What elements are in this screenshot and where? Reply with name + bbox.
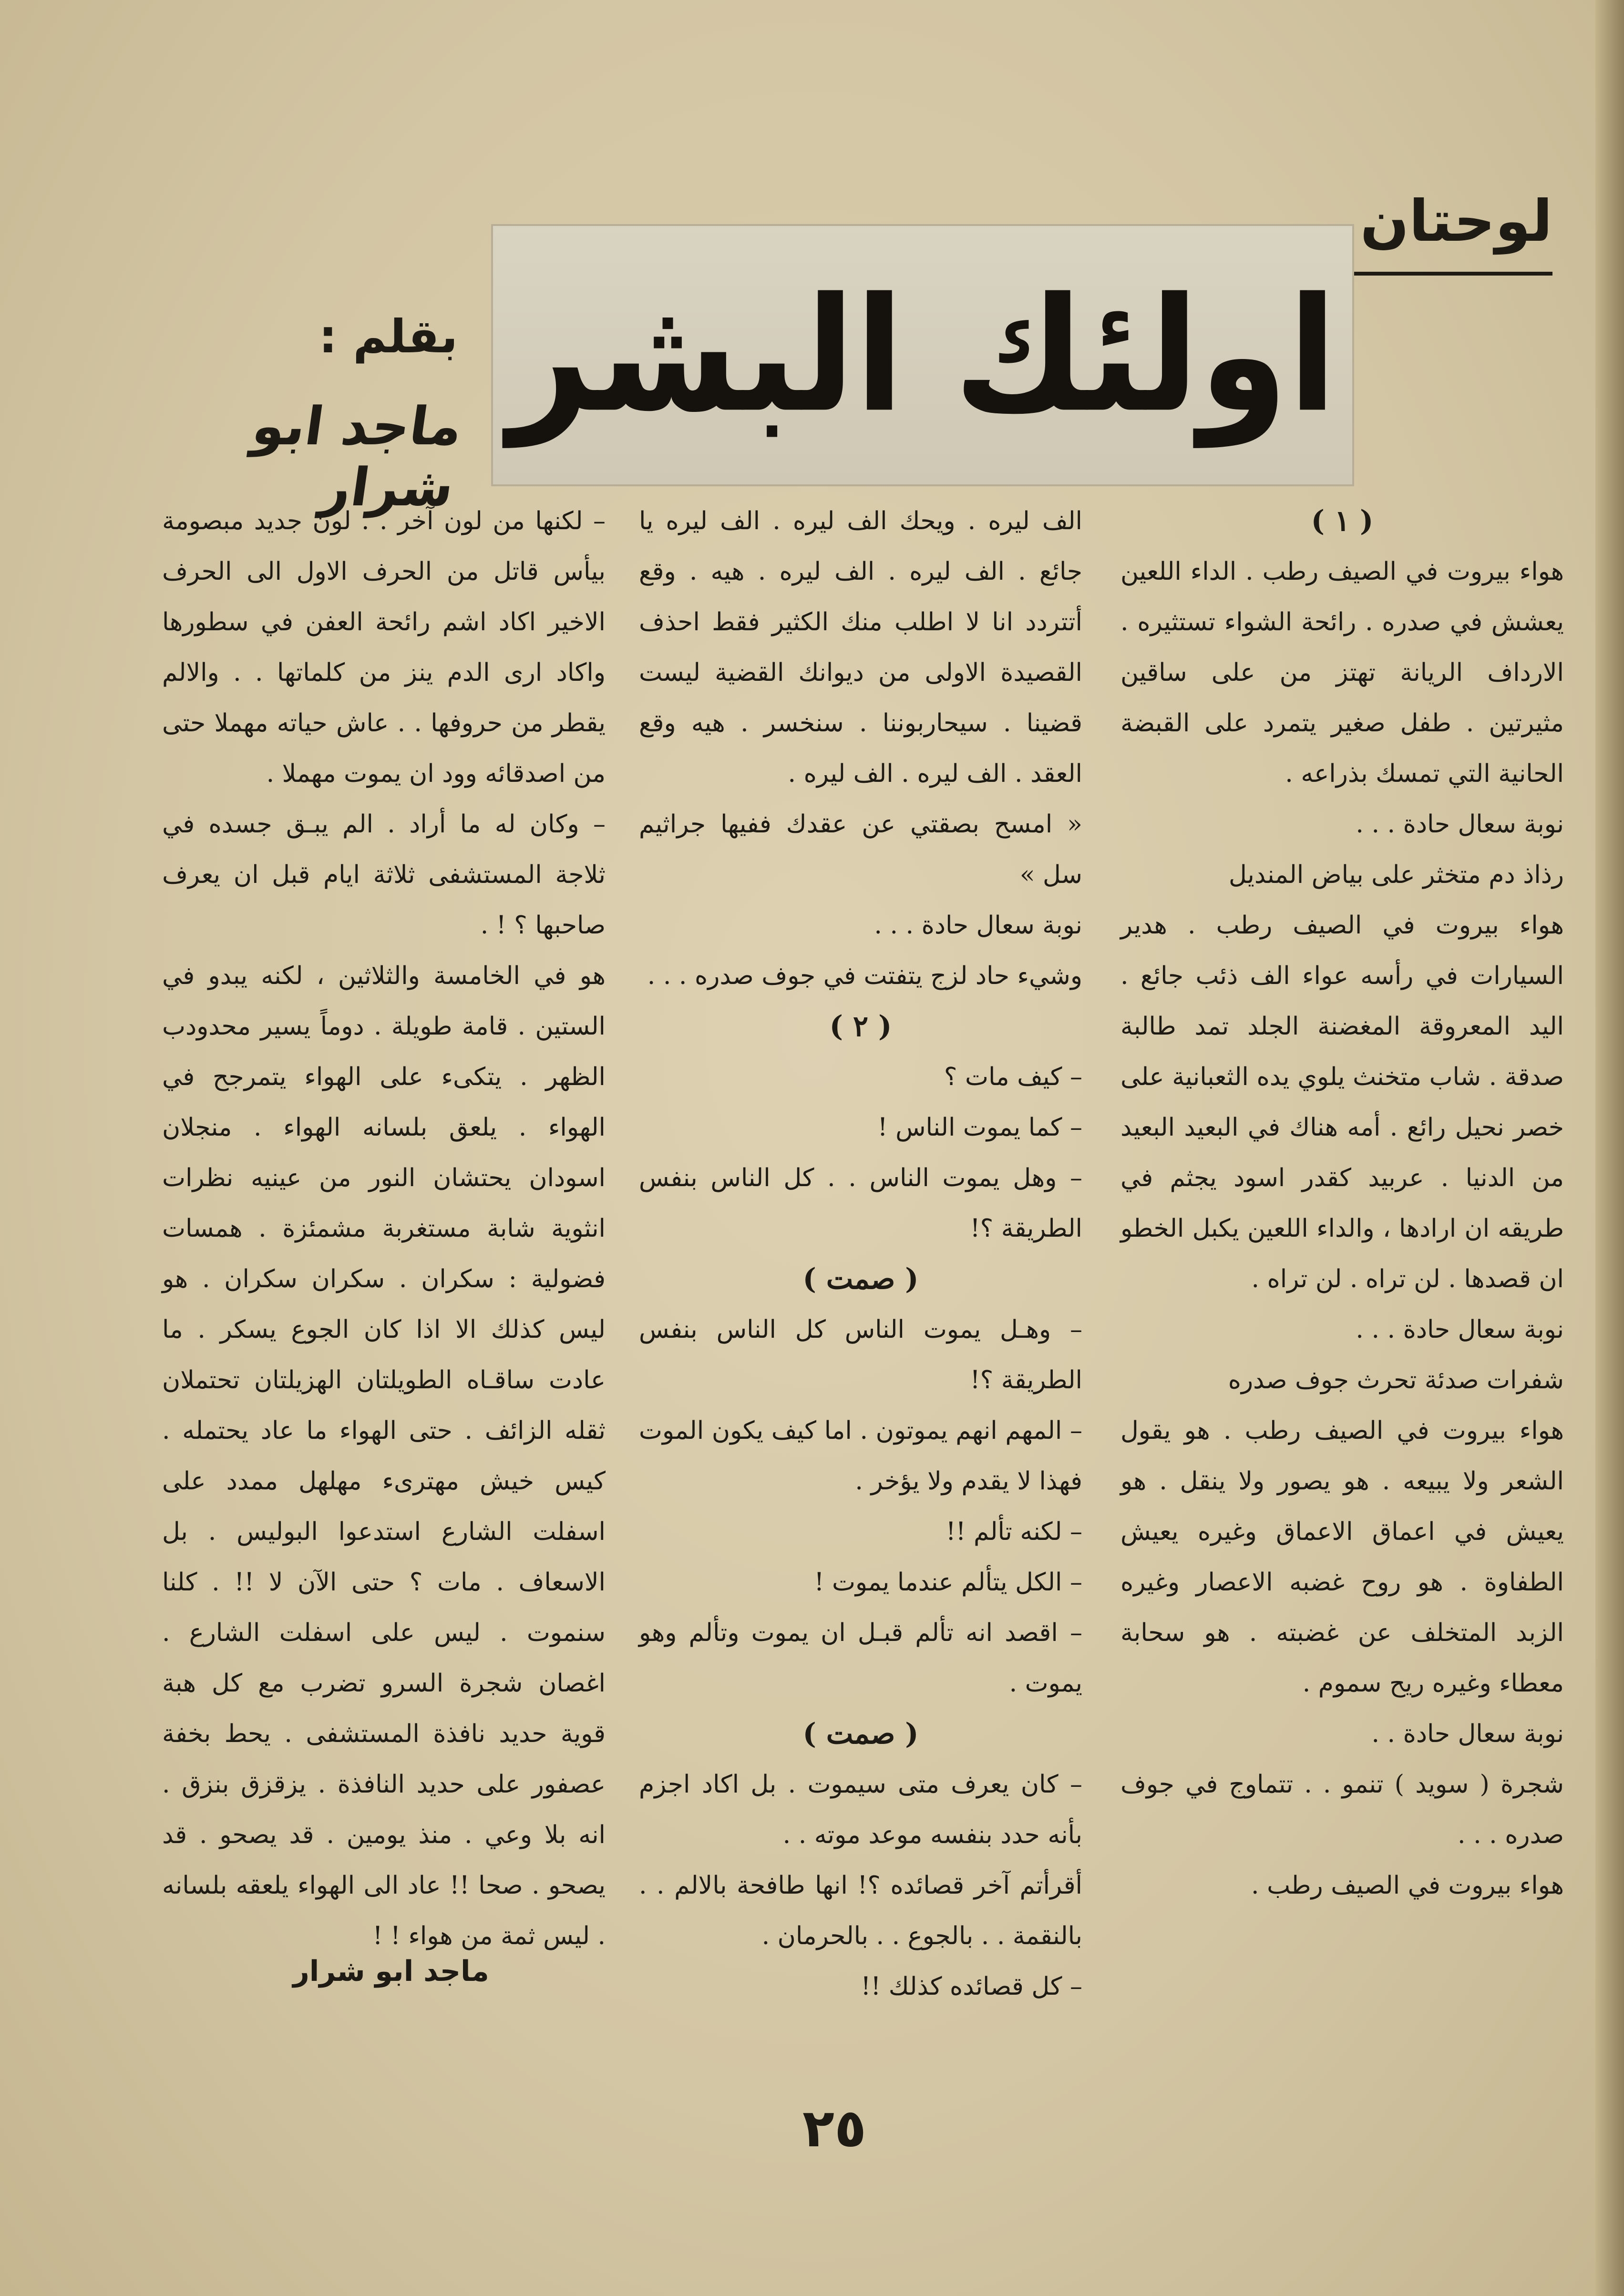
- paragraph: هو في الخامسة والثلاثين ، لكنه يبدو في الستين . قامة طويلة . دوماً يسير محدودب الظهر . يتكىء على الهواء يتمرجح في الهواء . يلعق بلسانه الهواء . منجلان اسودان يحتشان النور من عينيه نظرات انثوية شابة مستغربة مشمئزة . همسات فضولية : سكران . سكران سكران . هو ليس كذلك الا اذا كان الجوع يسكر . ما عادت ساقـاه الطويلتان الهزيلتان تحتملان ثقله الزائف . حتى الهواء ما عاد يحتمله . كيس خيش مهترىء مهلهل ممدد على اسفلت الشارع استدعوا البوليس . بل الاسعاف . مات ؟ حتى الآن لا !! . كلنا سنموت . ليس على اسفلت الشارع . اغصان شجرة السرو تضرب مع كل هبة قوية حديد نافذة المستشفى . يحط بخفة عصفور على حديد النافذة . يزقزق بنزق . انه بلا وعي . منذ يومين . قد يصحو . قد يصحو . صحا !! عاد الى الهواء يلعقه بلسانه . ليس ثمة من هواء ! !: [162, 962, 606, 1950]
- section-number: ( ٢ ): [829, 1010, 892, 1043]
- dialogue-line: أقرأتم آخر قصائده ؟! انها طافحة بالالم . . بالنقمة . . بالجوع . . بالحرمان .: [639, 1871, 1082, 1950]
- dialogue-line: – لكنها من لون آخر . . لون جديد مبصومة بيأس قاتل من الحرف الاول الى الحرف الاخير اكاد اشم رائحة العفن في سطورها واكاد ارى الدم ينز من كلماتها . . والالم يقطر من حروفها . . عاش حياته مهملا حتى من اصدقائه وود ان يموت مهملا .: [162, 507, 606, 788]
- paragraph: « امسح بصقتي عن عقدك ففيها جراثيم سل »: [639, 810, 1082, 889]
- stage-direction: ( صمت ): [802, 1717, 919, 1751]
- dialogue-line: – كان يعرف متى سيموت . بل اكاد اجزم بأنه حدد بنفسه موعد موته . .: [639, 1770, 1082, 1849]
- paragraph: وشيء حاد لزج يتفتت في جوف صدره . . .: [647, 962, 1082, 990]
- dialogue-line: – المهم انهم يموتون . اما كيف يكون الموت فهذا لا يقدم ولا يؤخر .: [639, 1416, 1082, 1496]
- paragraph: الف ليره . ويحك الف ليره . الف ليره يا جائع . الف ليره . الف ليره . هيه . وقع أتتردد انا لا اطلب منك الكثير فقط احذف القصيدة الاولى من ديوانك القضية ليست قضينا . سيحاربوننا . سنخسر . هيه وقع العقد . الف ليره . الف ليره .: [639, 507, 1082, 788]
- stage-direction: ( صمت ): [802, 1262, 919, 1296]
- paragraph: شفرات صدئة تحرث جوف صدره: [1228, 1366, 1564, 1394]
- paragraph: رذاذ دم متخثر على بياض المنديل: [1228, 861, 1564, 889]
- column-middle: [639, 496, 1082, 2012]
- dialogue-line: – لكنه تألم !!: [946, 1517, 1082, 1546]
- dialogue-line: – وهـل يموت الناس كل الناس بنفس الطريقة ؟!: [639, 1315, 1082, 1394]
- section-label: لوحتان: [1360, 188, 1552, 255]
- dialogue-line: – الكل يتألم عندما يموت !: [814, 1568, 1082, 1597]
- paragraph: هواء بيروت في الصيف رطب .: [1251, 1871, 1564, 1900]
- page-number: ٢٥: [802, 2098, 867, 2159]
- column-left: [162, 496, 606, 1961]
- dialogue-line: – وهل يموت الناس . . كل الناس بنفس الطريقة ؟!: [639, 1164, 1082, 1243]
- article-title: اولئك البشر: [508, 264, 1337, 447]
- dialogue-line: – وكان له ما أراد . الم يبـق جسده في ثلاجة المستشفى ثلاثة ايام قبل ان يعرف صاحبها ؟ ! .: [162, 810, 606, 940]
- paragraph: شجرة ( سويد ) تنمو . . تتماوج في جوف صدره . . .: [1120, 1770, 1564, 1849]
- dialogue-line: – اقصد انه تألم قبـل ان يموت وتألم وهو يموت .: [639, 1619, 1082, 1698]
- paragraph: نوبة سعال حادة . .: [1371, 1720, 1564, 1748]
- author-signature: ماجد ابو شرار: [293, 1955, 489, 1988]
- byline-label: بقلم :: [319, 310, 458, 363]
- column-right: [1120, 496, 1564, 1911]
- paragraph: نوبة سعال حادة . . .: [1356, 810, 1564, 839]
- byline-author: ماجد ابو شرار: [248, 396, 466, 518]
- section-number: ( ١ ): [1311, 504, 1374, 538]
- dialogue-line: – كما يموت الناس !: [877, 1113, 1082, 1142]
- dialogue-line: – كل قصائده كذلك !!: [861, 1972, 1082, 2001]
- article-header: [0, 0, 1624, 518]
- paragraph: هواء بيروت في الصيف رطب . هدير السيارات في رأسه عواء الف ذئب جائع . اليد المعروقة المغضنة الجلد تمد طالبة صدقة . شاب متخنث يلوي يده الثعبانية على خصر نحيل رائع . أمه هناك في البعيد البعيد من الدنيا . عربيد كقدر اسود يجثم في طريقه ان ارادها ، والداء اللعين يكبل الخطو ان قصدها . لن تراه . لن تراه .: [1120, 911, 1564, 1293]
- title-banner: [491, 224, 1354, 486]
- section-underline: [1324, 272, 1552, 276]
- paragraph: نوبة سعال حادة . . .: [1356, 1315, 1564, 1344]
- dialogue-line: – كيف مات ؟: [944, 1063, 1082, 1091]
- paragraph: هواء بيروت في الصيف رطب . هو يقول الشعر ولا يبيعه . هو يصور ولا ينقل . هو يعيش في اعماق الاعماق وغيره يعيش الطفاوة . هو روح غضبه الاعصار وغيره الزبد المتخلف عن غضبته . هو سحابة معطاء وغيره ريح سموم .: [1120, 1416, 1564, 1698]
- paragraph: هواء بيروت في الصيف رطب . الداء اللعين يعشش في صدره . رائحة الشواء تستثيره . الارداف الريانة تهتز من على ساقين مثيرتين . طفل صغير يتمرد على القبضة الحانية التي تمسك بذراعه .: [1120, 557, 1564, 788]
- paragraph: نوبة سعال حادة . . .: [874, 911, 1082, 940]
